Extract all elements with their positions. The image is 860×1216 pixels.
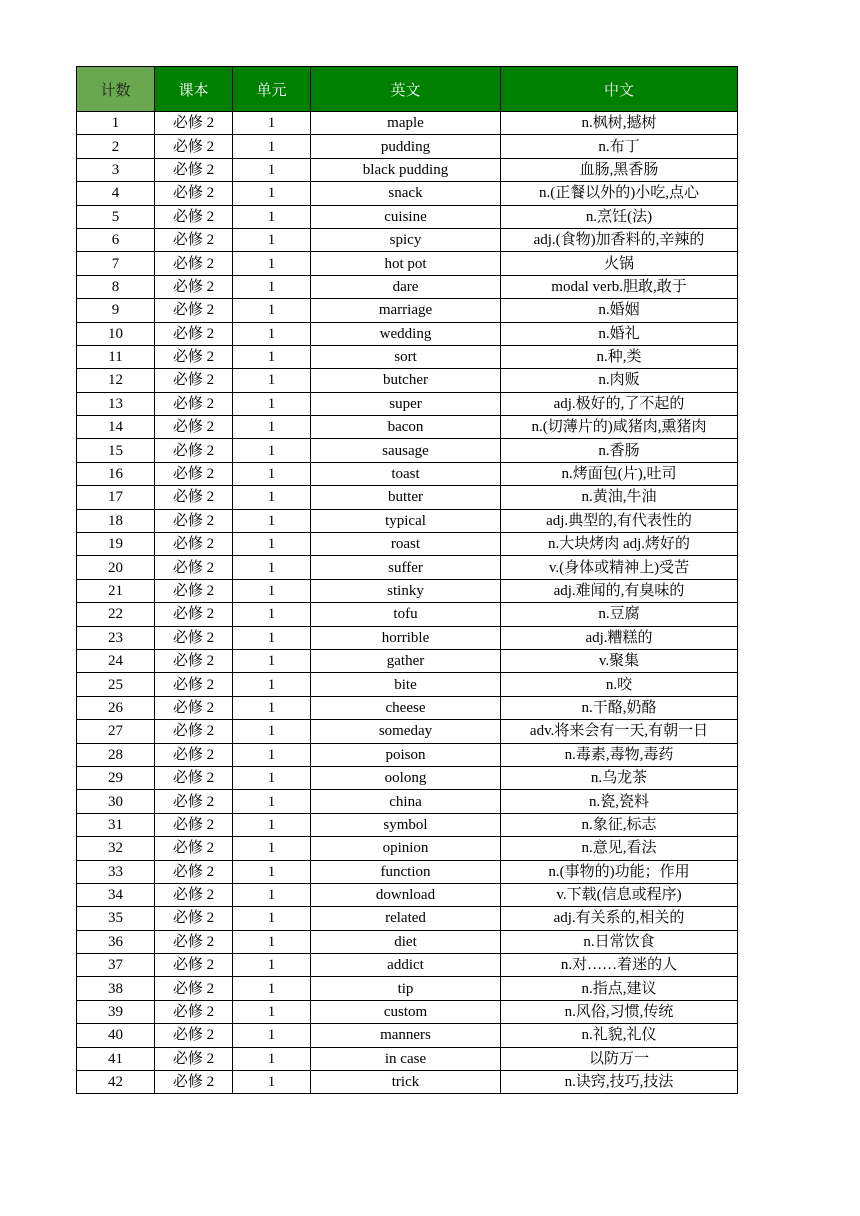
cell-textbook: 必修 2 [155,112,233,135]
cell-count: 9 [77,299,155,322]
cell-chinese: modal verb.胆敢,敢于 [501,275,738,298]
cell-unit: 1 [233,930,311,953]
cell-unit: 1 [233,556,311,579]
cell-english: download [311,883,501,906]
table-row [77,626,738,649]
cell-count: 12 [77,369,155,392]
cell-english: cuisine [311,205,501,228]
cell-count: 18 [77,509,155,532]
table-row [77,158,738,181]
cell-count: 38 [77,977,155,1000]
table-row [77,954,738,977]
cell-count: 10 [77,322,155,345]
cell-count: 20 [77,556,155,579]
table-row [77,790,738,813]
cell-count: 24 [77,649,155,672]
cell-english: spicy [311,228,501,251]
cell-textbook: 必修 2 [155,813,233,836]
cell-textbook: 必修 2 [155,462,233,485]
cell-count: 39 [77,1000,155,1023]
cell-english: function [311,860,501,883]
cell-chinese: n.(事物的)功能；作用 [501,860,738,883]
cell-chinese: n.香肠 [501,439,738,462]
cell-english: trick [311,1071,501,1094]
cell-english: super [311,392,501,415]
cell-count: 5 [77,205,155,228]
cell-textbook: 必修 2 [155,486,233,509]
table-row [77,1071,738,1094]
table-row [77,322,738,345]
cell-unit: 1 [233,369,311,392]
header-textbook: 课本 [155,67,233,112]
table-row [77,837,738,860]
table-row [77,486,738,509]
cell-english: maple [311,112,501,135]
cell-unit: 1 [233,252,311,275]
cell-chinese: n.烹饪(法) [501,205,738,228]
table-row [77,275,738,298]
cell-textbook: 必修 2 [155,252,233,275]
cell-unit: 1 [233,345,311,368]
cell-chinese: v.聚集 [501,649,738,672]
table-row [77,696,738,719]
cell-english: horrible [311,626,501,649]
cell-english: butcher [311,369,501,392]
table-row [77,860,738,883]
cell-english: addict [311,954,501,977]
cell-chinese: n.(切薄片的)咸猪肉,熏猪肉 [501,416,738,439]
table-row [77,252,738,275]
cell-english: pudding [311,135,501,158]
cell-english: stinky [311,579,501,602]
cell-chinese: adj.典型的,有代表性的 [501,509,738,532]
cell-english: tip [311,977,501,1000]
cell-unit: 1 [233,790,311,813]
cell-unit: 1 [233,696,311,719]
cell-english: someday [311,720,501,743]
cell-textbook: 必修 2 [155,579,233,602]
cell-chinese: v.(身体或精神上)受苦 [501,556,738,579]
table-row [77,720,738,743]
cell-english: butter [311,486,501,509]
table-row [77,392,738,415]
cell-unit: 1 [233,743,311,766]
header-row [77,67,738,112]
cell-chinese: n.日常饮食 [501,930,738,953]
cell-textbook: 必修 2 [155,766,233,789]
cell-chinese: n.干酪,奶酪 [501,696,738,719]
cell-textbook: 必修 2 [155,696,233,719]
cell-chinese: adj.糟糕的 [501,626,738,649]
cell-unit: 1 [233,392,311,415]
cell-textbook: 必修 2 [155,205,233,228]
cell-chinese: n.诀窍,技巧,技法 [501,1071,738,1094]
cell-chinese: n.(正餐以外的)小吃,点心 [501,182,738,205]
cell-unit: 1 [233,954,311,977]
cell-english: oolong [311,766,501,789]
cell-textbook: 必修 2 [155,977,233,1000]
cell-chinese: n.枫树,撼树 [501,112,738,135]
cell-chinese: adj.难闻的,有臭味的 [501,579,738,602]
cell-count: 17 [77,486,155,509]
cell-english: custom [311,1000,501,1023]
cell-chinese: n.黄油,牛油 [501,486,738,509]
cell-chinese: n.豆腐 [501,603,738,626]
cell-unit: 1 [233,603,311,626]
cell-english: black pudding [311,158,501,181]
cell-textbook: 必修 2 [155,322,233,345]
cell-textbook: 必修 2 [155,649,233,672]
table-row [77,813,738,836]
table-row [77,439,738,462]
cell-chinese: 火锅 [501,252,738,275]
header-unit: 单元 [233,67,311,112]
cell-chinese: n.意见,看法 [501,837,738,860]
cell-english: poison [311,743,501,766]
cell-count: 8 [77,275,155,298]
cell-textbook: 必修 2 [155,790,233,813]
cell-count: 19 [77,533,155,556]
cell-unit: 1 [233,112,311,135]
cell-unit: 1 [233,977,311,1000]
table-row [77,766,738,789]
cell-english: cheese [311,696,501,719]
cell-count: 16 [77,462,155,485]
table-row [77,649,738,672]
cell-english: opinion [311,837,501,860]
header-chinese: 中文 [501,67,738,112]
cell-count: 1 [77,112,155,135]
cell-count: 28 [77,743,155,766]
cell-count: 34 [77,883,155,906]
cell-textbook: 必修 2 [155,299,233,322]
cell-chinese: adj.极好的,了不起的 [501,392,738,415]
cell-textbook: 必修 2 [155,533,233,556]
cell-unit: 1 [233,1047,311,1070]
cell-unit: 1 [233,228,311,251]
cell-textbook: 必修 2 [155,930,233,953]
cell-unit: 1 [233,158,311,181]
cell-chinese: n.大块烤肉 adj.烤好的 [501,533,738,556]
table-row [77,930,738,953]
cell-unit: 1 [233,486,311,509]
cell-count: 23 [77,626,155,649]
cell-english: related [311,907,501,930]
cell-textbook: 必修 2 [155,673,233,696]
cell-unit: 1 [233,1024,311,1047]
table-row [77,509,738,532]
cell-unit: 1 [233,462,311,485]
table-row [77,1000,738,1023]
cell-textbook: 必修 2 [155,907,233,930]
cell-chinese: n.肉贩 [501,369,738,392]
cell-count: 15 [77,439,155,462]
cell-count: 2 [77,135,155,158]
cell-unit: 1 [233,1000,311,1023]
cell-count: 30 [77,790,155,813]
cell-count: 31 [77,813,155,836]
cell-count: 37 [77,954,155,977]
cell-english: roast [311,533,501,556]
cell-unit: 1 [233,626,311,649]
cell-english: sort [311,345,501,368]
cell-textbook: 必修 2 [155,509,233,532]
table-row [77,533,738,556]
cell-textbook: 必修 2 [155,1047,233,1070]
table-row [77,907,738,930]
cell-english: dare [311,275,501,298]
cell-unit: 1 [233,135,311,158]
table-row [77,345,738,368]
cell-chinese: 以防万一 [501,1047,738,1070]
cell-chinese: n.风俗,习惯,传统 [501,1000,738,1023]
cell-english: in case [311,1047,501,1070]
cell-english: sausage [311,439,501,462]
cell-count: 7 [77,252,155,275]
table-row [77,883,738,906]
cell-unit: 1 [233,299,311,322]
cell-english: wedding [311,322,501,345]
cell-chinese: n.乌龙茶 [501,766,738,789]
table-row [77,743,738,766]
cell-unit: 1 [233,509,311,532]
cell-count: 21 [77,579,155,602]
cell-count: 11 [77,345,155,368]
cell-english: marriage [311,299,501,322]
table-body [77,112,738,1094]
table-row [77,579,738,602]
cell-unit: 1 [233,205,311,228]
table-row [77,462,738,485]
cell-chinese: adj.有关系的,相关的 [501,907,738,930]
table-row [77,299,738,322]
cell-english: bite [311,673,501,696]
cell-textbook: 必修 2 [155,860,233,883]
cell-chinese: n.毒素,毒物,毒药 [501,743,738,766]
cell-textbook: 必修 2 [155,1024,233,1047]
cell-unit: 1 [233,275,311,298]
cell-chinese: n.咬 [501,673,738,696]
cell-textbook: 必修 2 [155,392,233,415]
table-row [77,1024,738,1047]
cell-unit: 1 [233,837,311,860]
cell-unit: 1 [233,813,311,836]
cell-count: 26 [77,696,155,719]
table-row [77,205,738,228]
cell-count: 40 [77,1024,155,1047]
cell-count: 33 [77,860,155,883]
cell-textbook: 必修 2 [155,345,233,368]
cell-unit: 1 [233,883,311,906]
cell-unit: 1 [233,322,311,345]
cell-textbook: 必修 2 [155,416,233,439]
cell-count: 3 [77,158,155,181]
cell-chinese: n.对……着迷的人 [501,954,738,977]
cell-unit: 1 [233,673,311,696]
cell-textbook: 必修 2 [155,720,233,743]
cell-english: tofu [311,603,501,626]
header-english: 英文 [311,67,501,112]
cell-textbook: 必修 2 [155,626,233,649]
cell-chinese: n.瓷,瓷料 [501,790,738,813]
cell-unit: 1 [233,182,311,205]
cell-count: 4 [77,182,155,205]
cell-chinese: n.礼貌,礼仪 [501,1024,738,1047]
cell-unit: 1 [233,533,311,556]
cell-english: hot pot [311,252,501,275]
cell-textbook: 必修 2 [155,158,233,181]
cell-unit: 1 [233,766,311,789]
cell-count: 14 [77,416,155,439]
cell-textbook: 必修 2 [155,556,233,579]
cell-unit: 1 [233,907,311,930]
cell-english: typical [311,509,501,532]
cell-count: 27 [77,720,155,743]
cell-unit: 1 [233,720,311,743]
table-row [77,112,738,135]
table-row [77,673,738,696]
cell-count: 32 [77,837,155,860]
cell-count: 6 [77,228,155,251]
cell-textbook: 必修 2 [155,954,233,977]
cell-unit: 1 [233,1071,311,1094]
cell-english: gather [311,649,501,672]
cell-count: 42 [77,1071,155,1094]
vocabulary-table [76,66,738,1094]
cell-textbook: 必修 2 [155,837,233,860]
cell-english: toast [311,462,501,485]
header-count: 计数 [77,67,155,112]
cell-english: suffer [311,556,501,579]
cell-textbook: 必修 2 [155,228,233,251]
table-row [77,228,738,251]
cell-chinese: adv.将来会有一天,有朝一日 [501,720,738,743]
cell-chinese: n.婚姻 [501,299,738,322]
table-row [77,603,738,626]
cell-chinese: v.下载(信息或程序) [501,883,738,906]
cell-unit: 1 [233,439,311,462]
table-row [77,416,738,439]
cell-textbook: 必修 2 [155,439,233,462]
cell-textbook: 必修 2 [155,275,233,298]
cell-unit: 1 [233,649,311,672]
cell-english: manners [311,1024,501,1047]
cell-count: 22 [77,603,155,626]
table-row [77,1047,738,1070]
cell-english: symbol [311,813,501,836]
cell-chinese: n.种,类 [501,345,738,368]
cell-unit: 1 [233,416,311,439]
cell-textbook: 必修 2 [155,182,233,205]
cell-chinese: n.布丁 [501,135,738,158]
cell-chinese: n.指点,建议 [501,977,738,1000]
cell-textbook: 必修 2 [155,603,233,626]
cell-english: china [311,790,501,813]
table-row [77,556,738,579]
cell-textbook: 必修 2 [155,1071,233,1094]
cell-unit: 1 [233,860,311,883]
cell-chinese: adj.(食物)加香料的,辛辣的 [501,228,738,251]
cell-chinese: n.婚礼 [501,322,738,345]
cell-textbook: 必修 2 [155,1000,233,1023]
cell-textbook: 必修 2 [155,883,233,906]
cell-textbook: 必修 2 [155,743,233,766]
cell-count: 35 [77,907,155,930]
cell-textbook: 必修 2 [155,369,233,392]
cell-english: snack [311,182,501,205]
cell-chinese: 血肠,黑香肠 [501,158,738,181]
cell-count: 41 [77,1047,155,1070]
cell-unit: 1 [233,579,311,602]
cell-count: 13 [77,392,155,415]
table-row [77,369,738,392]
cell-chinese: n.烤面包(片),吐司 [501,462,738,485]
cell-count: 25 [77,673,155,696]
cell-textbook: 必修 2 [155,135,233,158]
table-row [77,182,738,205]
table-row [77,977,738,1000]
cell-count: 36 [77,930,155,953]
table-header [77,67,738,112]
table-row [77,135,738,158]
cell-chinese: n.象征,标志 [501,813,738,836]
cell-count: 29 [77,766,155,789]
cell-english: diet [311,930,501,953]
cell-english: bacon [311,416,501,439]
